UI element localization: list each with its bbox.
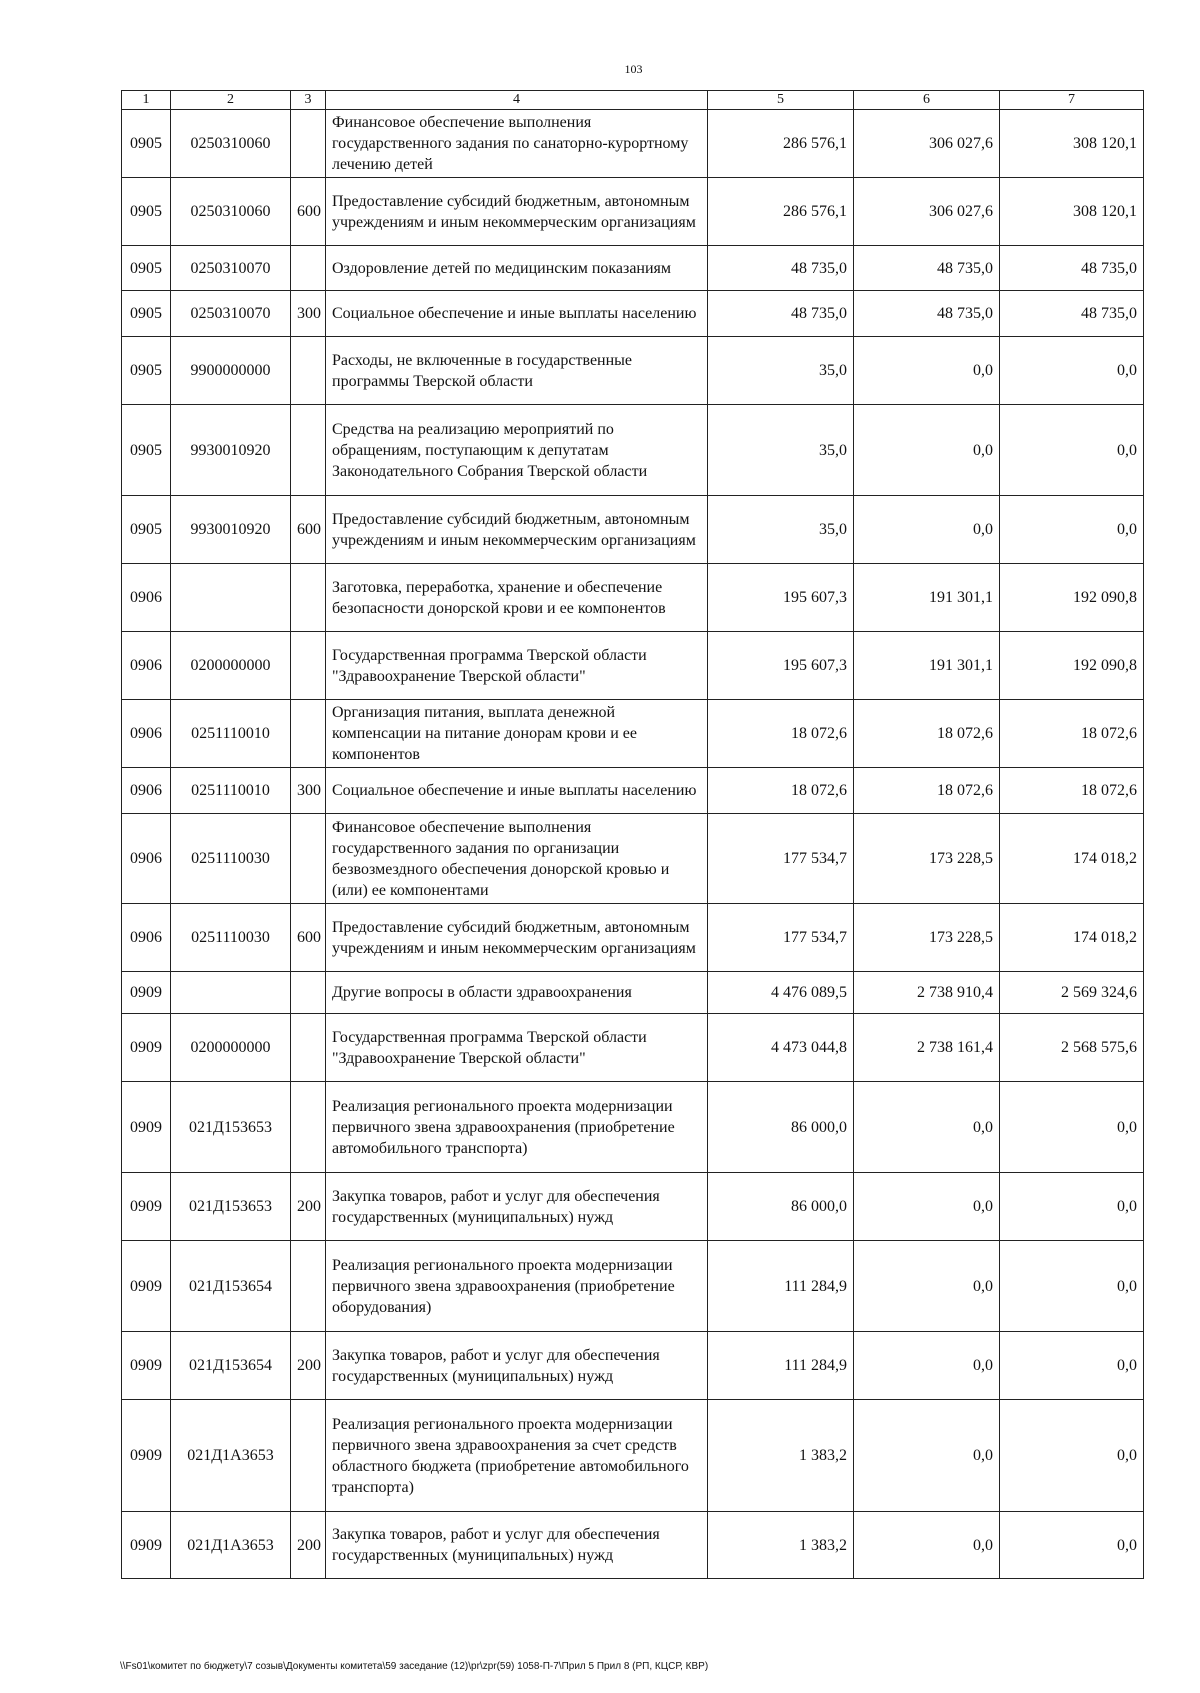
value-col-6: 191 301,1	[854, 632, 1000, 700]
table-row	[122, 564, 1144, 632]
item-name: Заготовка, переработка, хранение и обеспечение безопасности донорской крови и ее компонентов	[326, 564, 708, 632]
target-code	[171, 972, 291, 1014]
value-col-7: 0,0	[1000, 1512, 1144, 1579]
table-row	[122, 178, 1144, 246]
table-row	[122, 972, 1144, 1014]
value-col-7: 192 090,8	[1000, 632, 1144, 700]
item-name: Средства на реализацию мероприятий по обращениям, поступающим к депутатам Законодательного Собрания Тверской области	[326, 405, 708, 496]
target-code: 0200000000	[171, 1014, 291, 1082]
table-row	[122, 700, 1144, 768]
item-name: Социальное обеспечение и иные выплаты населению	[326, 768, 708, 814]
section-code: 0909	[122, 1332, 171, 1400]
value-col-7: 192 090,8	[1000, 564, 1144, 632]
table-row	[122, 291, 1144, 337]
header-col-1: 1	[122, 91, 171, 110]
expense-type: 600	[291, 496, 326, 564]
value-col-6: 48 735,0	[854, 291, 1000, 337]
section-code: 0909	[122, 1173, 171, 1241]
target-code: 021Д1А3653	[171, 1400, 291, 1512]
item-name: Другие вопросы в области здравоохранения	[326, 972, 708, 1014]
target-code: 021Д153653	[171, 1173, 291, 1241]
header-col-6: 6	[854, 91, 1000, 110]
target-code: 0251110010	[171, 700, 291, 768]
value-col-5: 18 072,6	[708, 700, 854, 768]
table-row	[122, 632, 1144, 700]
value-col-7: 0,0	[1000, 1173, 1144, 1241]
target-code: 021Д153654	[171, 1241, 291, 1332]
value-col-5: 177 534,7	[708, 904, 854, 972]
table-row	[122, 1173, 1144, 1241]
value-col-7: 308 120,1	[1000, 178, 1144, 246]
value-col-7: 0,0	[1000, 1400, 1144, 1512]
value-col-7: 18 072,6	[1000, 700, 1144, 768]
target-code	[171, 564, 291, 632]
section-code: 0905	[122, 405, 171, 496]
value-col-5: 48 735,0	[708, 291, 854, 337]
value-col-7: 0,0	[1000, 1332, 1144, 1400]
expense-type: 300	[291, 291, 326, 337]
value-col-5: 86 000,0	[708, 1082, 854, 1173]
expense-type	[291, 564, 326, 632]
target-code: 9900000000	[171, 337, 291, 405]
value-col-7: 48 735,0	[1000, 291, 1144, 337]
header-col-4: 4	[326, 91, 708, 110]
item-name: Закупка товаров, работ и услуг для обеспечения государственных (муниципальных) нужд	[326, 1512, 708, 1579]
value-col-7: 2 568 575,6	[1000, 1014, 1144, 1082]
value-col-6: 0,0	[854, 1173, 1000, 1241]
expense-type	[291, 1014, 326, 1082]
value-col-6: 18 072,6	[854, 700, 1000, 768]
item-name: Финансовое обеспечение выполнения государственного задания по организации безвозмездного обеспечения донорской кровью и (или) ее компонентами	[326, 814, 708, 904]
value-col-6: 18 072,6	[854, 768, 1000, 814]
item-name: Государственная программа Тверской области "Здравоохранение Тверской области"	[326, 1014, 708, 1082]
table-row	[122, 1332, 1144, 1400]
table-row	[122, 1400, 1144, 1512]
section-code: 0905	[122, 110, 171, 178]
expense-type: 600	[291, 178, 326, 246]
section-code: 0905	[122, 337, 171, 405]
table-row	[122, 405, 1144, 496]
expense-type	[291, 110, 326, 178]
value-col-7: 0,0	[1000, 1241, 1144, 1332]
table-row	[122, 904, 1144, 972]
expense-type: 200	[291, 1332, 326, 1400]
item-name: Предоставление субсидий бюджетным, автономным учреждениям и иным некоммерческим организациям	[326, 178, 708, 246]
item-name: Реализация регионального проекта модернизации первичного звена здравоохранения (приобретение оборудования)	[326, 1241, 708, 1332]
value-col-5: 111 284,9	[708, 1241, 854, 1332]
item-name: Закупка товаров, работ и услуг для обеспечения государственных (муниципальных) нужд	[326, 1332, 708, 1400]
section-code: 0909	[122, 1512, 171, 1579]
value-col-6: 2 738 161,4	[854, 1014, 1000, 1082]
expense-type: 200	[291, 1512, 326, 1579]
value-col-7: 0,0	[1000, 405, 1144, 496]
value-col-6: 0,0	[854, 1332, 1000, 1400]
item-name: Оздоровление детей по медицинским показаниям	[326, 246, 708, 291]
value-col-5: 177 534,7	[708, 814, 854, 904]
section-code: 0905	[122, 291, 171, 337]
value-col-5: 1 383,2	[708, 1512, 854, 1579]
item-name: Социальное обеспечение и иные выплаты населению	[326, 291, 708, 337]
section-code: 0906	[122, 814, 171, 904]
value-col-6: 0,0	[854, 405, 1000, 496]
target-code: 0200000000	[171, 632, 291, 700]
value-col-7: 174 018,2	[1000, 904, 1144, 972]
expense-type	[291, 405, 326, 496]
value-col-6: 48 735,0	[854, 246, 1000, 291]
section-code: 0909	[122, 1241, 171, 1332]
value-col-5: 286 576,1	[708, 178, 854, 246]
value-col-5: 48 735,0	[708, 246, 854, 291]
expense-type	[291, 1241, 326, 1332]
value-col-6: 0,0	[854, 496, 1000, 564]
section-code: 0909	[122, 1014, 171, 1082]
item-name: Расходы, не включенные в государственные программы Тверской области	[326, 337, 708, 405]
section-code: 0909	[122, 1400, 171, 1512]
header-col-7: 7	[1000, 91, 1144, 110]
value-col-7: 0,0	[1000, 337, 1144, 405]
target-code: 0250310070	[171, 291, 291, 337]
table-row	[122, 768, 1144, 814]
value-col-6: 306 027,6	[854, 110, 1000, 178]
value-col-6: 0,0	[854, 1512, 1000, 1579]
table-row	[122, 814, 1144, 904]
header-col-5: 5	[708, 91, 854, 110]
section-code: 0905	[122, 496, 171, 564]
table-row	[122, 1512, 1144, 1579]
expense-type: 300	[291, 768, 326, 814]
value-col-6: 0,0	[854, 1082, 1000, 1173]
table-row	[122, 110, 1144, 178]
expense-type	[291, 1400, 326, 1512]
table-row	[122, 337, 1144, 405]
target-code: 0250310060	[171, 110, 291, 178]
target-code: 0251110010	[171, 768, 291, 814]
section-code: 0906	[122, 904, 171, 972]
section-code: 0905	[122, 246, 171, 291]
item-name: Государственная программа Тверской области "Здравоохранение Тверской области"	[326, 632, 708, 700]
value-col-5: 195 607,3	[708, 564, 854, 632]
value-col-5: 111 284,9	[708, 1332, 854, 1400]
value-col-6: 306 027,6	[854, 178, 1000, 246]
expense-type: 200	[291, 1173, 326, 1241]
value-col-6: 2 738 910,4	[854, 972, 1000, 1014]
expense-type	[291, 246, 326, 291]
section-code: 0906	[122, 564, 171, 632]
value-col-6: 0,0	[854, 1400, 1000, 1512]
expense-type: 600	[291, 904, 326, 972]
table-row	[122, 1241, 1144, 1332]
target-code: 021Д153654	[171, 1332, 291, 1400]
value-col-5: 4 476 089,5	[708, 972, 854, 1014]
section-code: 0909	[122, 972, 171, 1014]
item-name: Организация питания, выплата денежной компенсации на питание донорам крови и ее компонентов	[326, 700, 708, 768]
item-name: Реализация регионального проекта модернизации первичного звена здравоохранения за счет средств областного бюджета (приобретение автомобильного транспорта)	[326, 1400, 708, 1512]
value-col-7: 174 018,2	[1000, 814, 1144, 904]
value-col-5: 35,0	[708, 496, 854, 564]
expense-type	[291, 972, 326, 1014]
value-col-7: 48 735,0	[1000, 246, 1144, 291]
value-col-7: 18 072,6	[1000, 768, 1144, 814]
target-code: 0250310060	[171, 178, 291, 246]
item-name: Предоставление субсидий бюджетным, автономным учреждениям и иным некоммерческим организациям	[326, 904, 708, 972]
item-name: Реализация регионального проекта модернизации первичного звена здравоохранения (приобретение автомобильного транспорта)	[326, 1082, 708, 1173]
page-number: 103	[624, 62, 643, 76]
budget-table	[121, 90, 1144, 1579]
value-col-7: 0,0	[1000, 1082, 1144, 1173]
table-row	[122, 1014, 1144, 1082]
value-col-6: 0,0	[854, 337, 1000, 405]
value-col-5: 286 576,1	[708, 110, 854, 178]
table-row	[122, 246, 1144, 291]
target-code: 0250310070	[171, 246, 291, 291]
section-code: 0906	[122, 768, 171, 814]
value-col-5: 35,0	[708, 405, 854, 496]
target-code: 0251110030	[171, 814, 291, 904]
section-code: 0906	[122, 700, 171, 768]
value-col-6: 173 228,5	[854, 814, 1000, 904]
value-col-5: 86 000,0	[708, 1173, 854, 1241]
item-name: Предоставление субсидий бюджетным, автономным учреждениям и иным некоммерческим организациям	[326, 496, 708, 564]
expense-type	[291, 700, 326, 768]
item-name: Закупка товаров, работ и услуг для обеспечения государственных (муниципальных) нужд	[326, 1173, 708, 1241]
value-col-5: 18 072,6	[708, 768, 854, 814]
value-col-6: 0,0	[854, 1241, 1000, 1332]
header-col-3: 3	[291, 91, 326, 110]
section-code: 0905	[122, 178, 171, 246]
target-code: 021Д1А3653	[171, 1512, 291, 1579]
expense-type	[291, 1082, 326, 1173]
table-row	[122, 496, 1144, 564]
target-code: 021Д153653	[171, 1082, 291, 1173]
target-code: 0251110030	[171, 904, 291, 972]
value-col-5: 195 607,3	[708, 632, 854, 700]
value-col-6: 173 228,5	[854, 904, 1000, 972]
value-col-7: 308 120,1	[1000, 110, 1144, 178]
value-col-5: 1 383,2	[708, 1400, 854, 1512]
expense-type	[291, 337, 326, 405]
footer-file-path: \\Fs01\комитет по бюджету\7 созыв\Документы комитета\59 заседание (12)\pr\zpr(59) 1058-П-7\Прил 5 Прил 8 (РП, КЦСР, КВР)	[120, 1661, 709, 1672]
value-col-7: 2 569 324,6	[1000, 972, 1144, 1014]
header-row	[122, 91, 1144, 110]
value-col-5: 35,0	[708, 337, 854, 405]
section-code: 0906	[122, 632, 171, 700]
expense-type	[291, 814, 326, 904]
target-code: 9930010920	[171, 405, 291, 496]
target-code: 9930010920	[171, 496, 291, 564]
item-name: Финансовое обеспечение выполнения государственного задания по санаторно-курортному лечению детей	[326, 110, 708, 178]
value-col-6: 191 301,1	[854, 564, 1000, 632]
section-code: 0909	[122, 1082, 171, 1173]
value-col-7: 0,0	[1000, 496, 1144, 564]
table-row	[122, 1082, 1144, 1173]
expense-type	[291, 632, 326, 700]
value-col-5: 4 473 044,8	[708, 1014, 854, 1082]
header-col-2: 2	[171, 91, 291, 110]
